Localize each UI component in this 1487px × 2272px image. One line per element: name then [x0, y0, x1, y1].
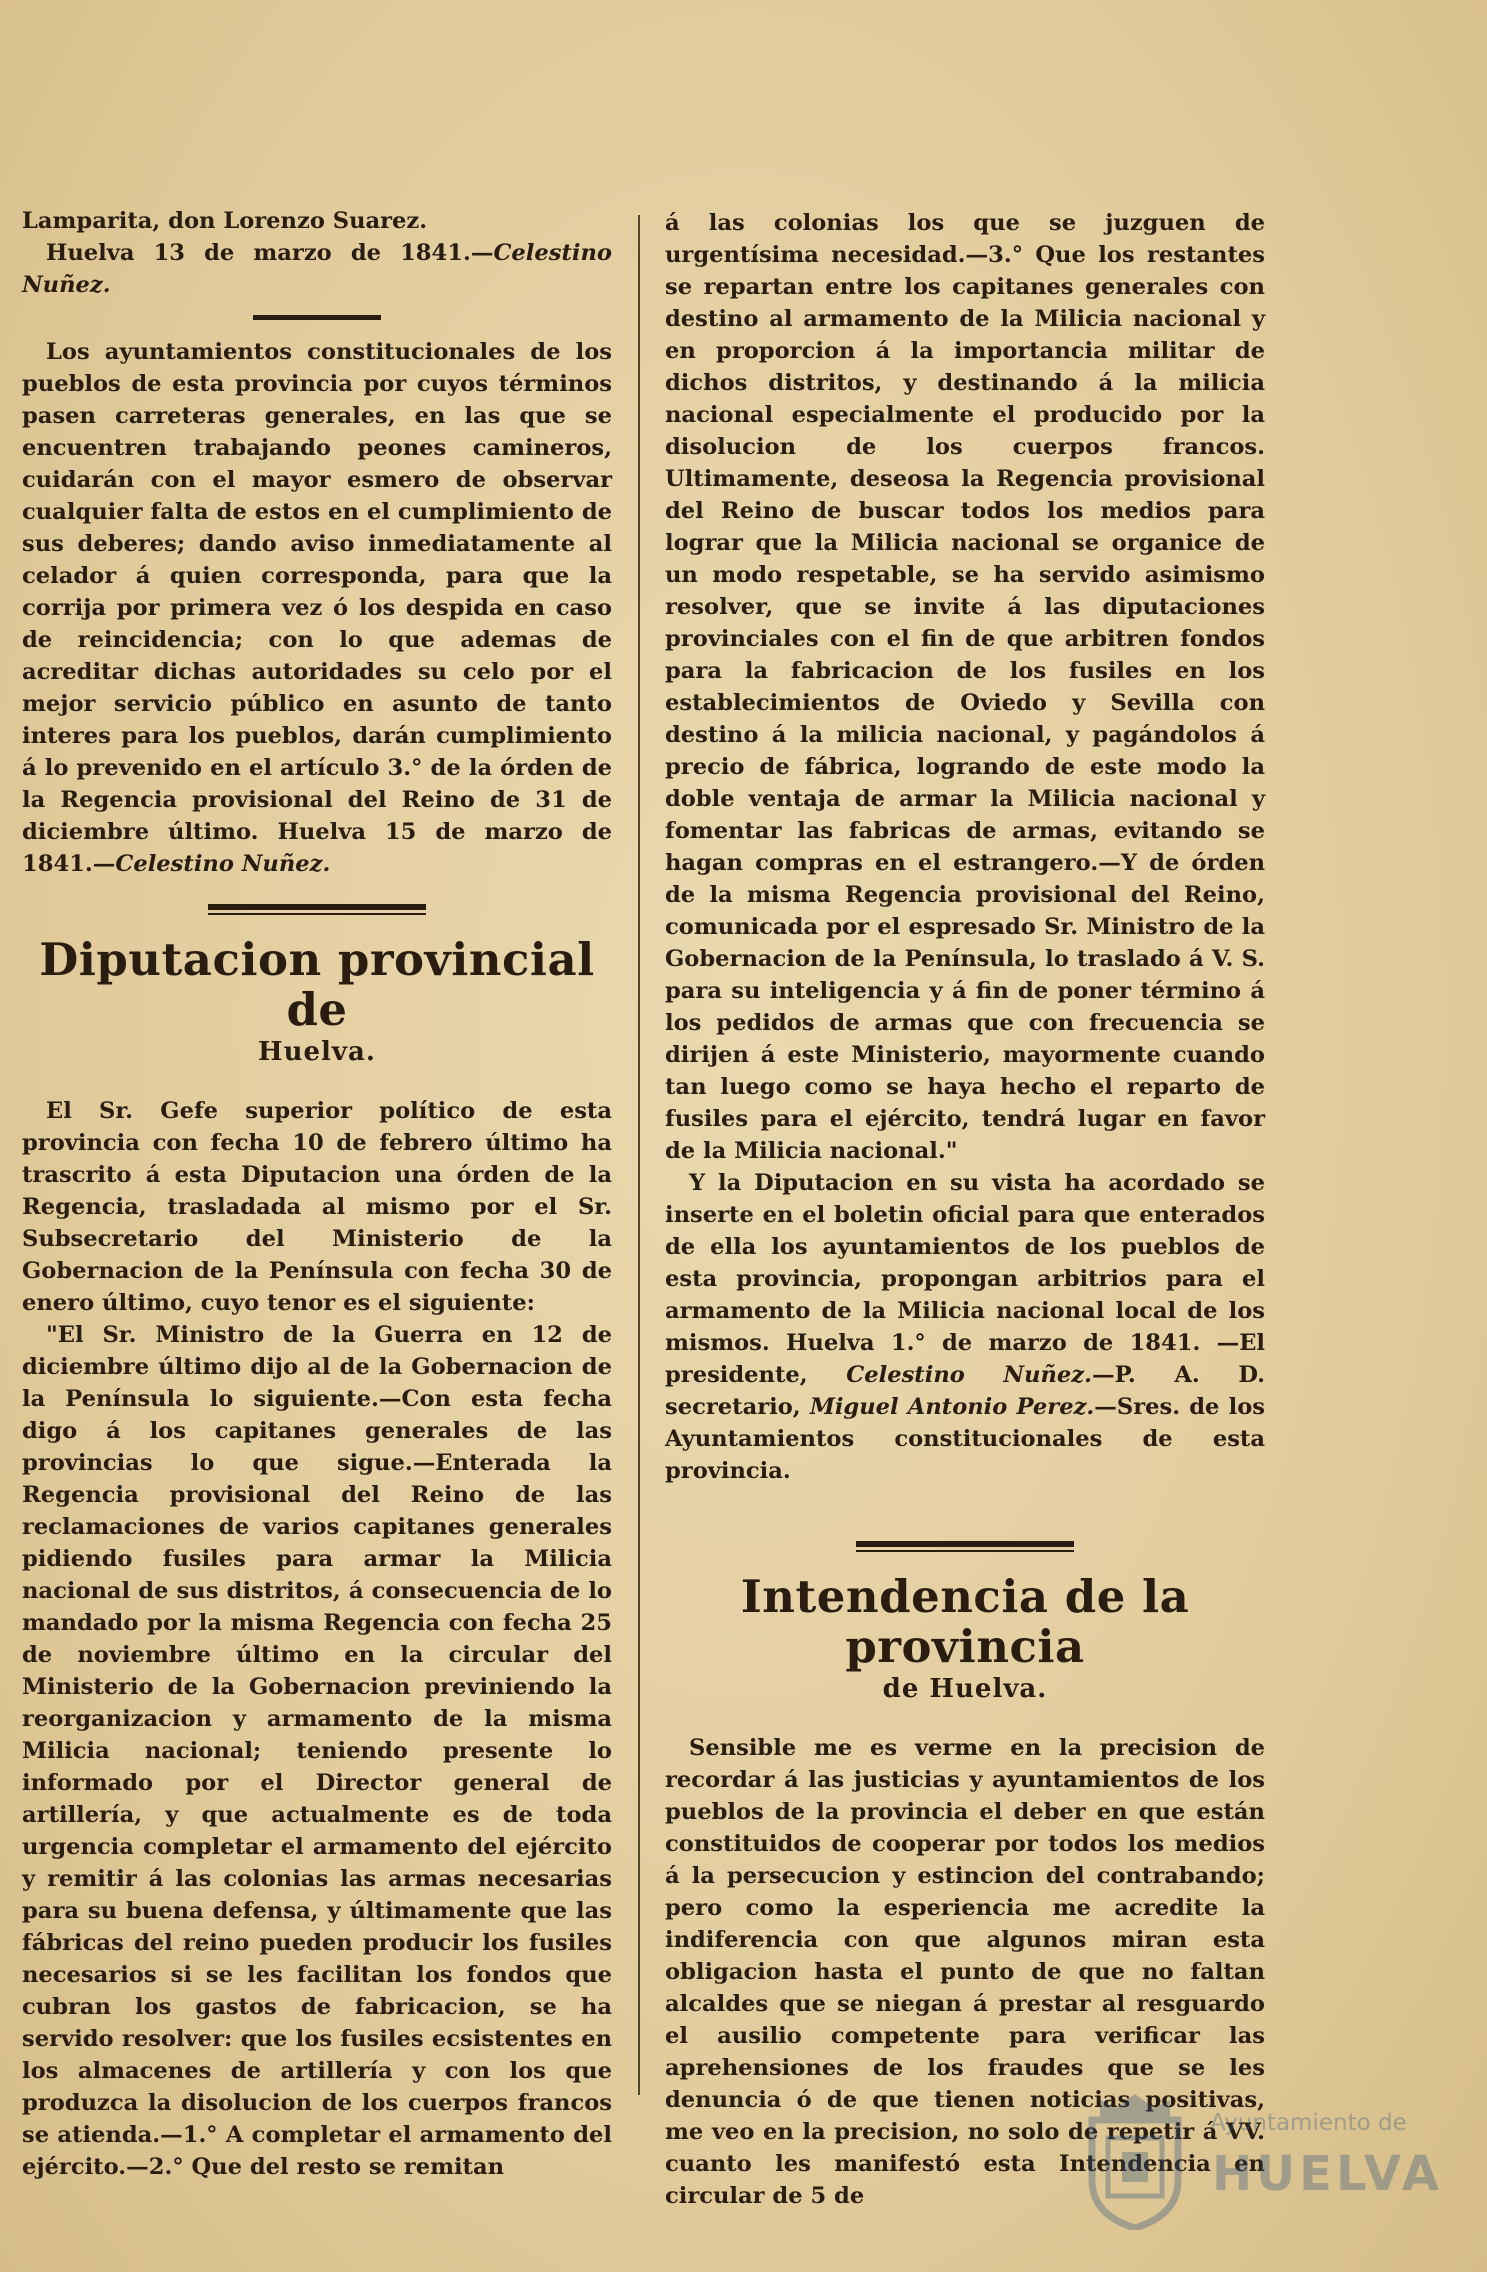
right-paragraph-2	[665, 1167, 1265, 1487]
right-paragraph-3: Sensible me es verme en la precision de recordar á las justicias y ayuntamientos de los pueblos de la provincia el deber en que están constituidos de cooperar por todos los medios á la persecucion y estincion del contrabando; pero como la esperiencia me acredite la indiferencia con que algunos miran esta obligacion hasta el punto de que no faltan alcaldes que se niegan á prestar al resguardo el ausilio competente para verificar las aprehensiones de los fraudes que se les denuncia ó de que tienen noticias positivas, me veo en la precision, no solo de repetir á VV. cuanto les manifestó esta Intendencia en circular de 5 de	[665, 1735, 1265, 2209]
right-resolution-end: —Sres. de los Ayuntamientos constitucionales de esta provincia.	[665, 1394, 1265, 1484]
right-paragraph-1: á las colonias los que se juzguen de urgentísima necesidad.—3.° Que los restantes se repartan entre los capitanes generales con destino al armamento de la Milicia nacional y en proporcion á la importancia militar de dichos distritos, y destinando á la milicia nacional especialmente el producido por la disolucion de los cuerpos francos. Ultimamente, deseosa la Regencia provisional del Reino de buscar todos los medios para lograr que la Milicia nacional se organice de un modo respetable, se ha servido asimismo resolver, que se invite á las diputaciones provinciales con el fin de que arbitren fondos para la fabricacion de los fusiles en los establecimientos de Oviedo y Sevilla con destino á la milicia nacional, y pagándolos á precio de fábrica, logrando de este modo la doble ventaja de armar la Milicia nacional y fomentar las fabricas de armas, evitando se hagan compras en el estrangero.—Y de órden de la misma Regencia provisional del Reino, comunicada por el espresado Sr. Ministro de la Gobernacion de la Península, lo traslado á V. S. para su inteligencia y á fin de poner término á los pedidos de armas que con frecuencia se dirijen á este Ministerio, mayormente cuando tan luego como se haya hecho el reparto de fusiles para el ejército, tendrá lugar en favor de la Milicia nacional."	[665, 210, 1265, 1164]
left-paragraph-4: El Sr. Gefe superior político de esta provincia con fecha 10 de febrero último ha trascrito á esta Diputacion una órden de la Regencia, trasladada al mismo por el Sr. Subsecretario del Ministerio de la Gobernacion de la Península con fecha 30 de enero último, cuyo tenor es el siguiente:	[22, 1098, 612, 1316]
left-notice-text: Los ayuntamientos constitucionales de los pueblos de esta provincia por cuyos términos pasen carreteras generales, en las que se encuentren trabajando peones camineros, cuidarán con el mayor esmero de observar cualquier falta de estos en el cumplimiento de sus deberes; dando aviso inmediatamente al celador á quien corresponda, para que la corrija por primera vez ó los despida en caso de reincidencia; con lo que ademas de acreditar dichas autoridades su celo por el mejor servicio público en asunto de tanto interes para los pueblos, darán cumplimiento á lo prevenido en el artículo 3.° de la órden de la Regencia provisional del Reino de 31 de diciembre último. Huelva 15 de marzo de 1841.—	[22, 339, 612, 877]
right-signature-president: Celestino Nuñez.	[846, 1362, 1093, 1388]
left-paragraph-5: "El Sr. Ministro de la Guerra en 12 de diciembre último dijo al de la Gobernacion de la Península lo siguiente.—Con esta fecha digo á los capitanes generales de las provincias lo que sigue.—Enterada la Regencia provisional del Reino de las reclamaciones de varios capitanes generales pidiendo fusiles para armar la Milicia nacional de sus distritos, á consecuencia de lo mandado por la misma Regencia con fecha 25 de noviembre último en la circular del Ministerio de la Gobernacion previniendo la reorganizacion y armamento de la misma Milicia nacional; teniendo presente lo informado por el Director general de artillería, y que actualmente es de toda urgencia completar el armamento del ejército y remitir á las colonias las armas necesarias para su buena defensa, y últimamente que las fábricas del reino pueden producir los fusiles necesarios si se les facilitan los fondos que cubran los gastos de fabricacion, se ha servido resolver: que los fusiles ecsistentes en los almacenes de artillería y con los que produzca la disolucion de los cuerpos francos se atienda.—1.° A completar el armamento del ejército.—2.° Que del resto se remitan	[22, 1322, 612, 2180]
section-heading-intendencia: Intendencia de la provincia	[740, 1570, 1190, 1673]
left-signature: Celestino Nuñez.	[22, 240, 612, 298]
left-notice-signature: Celestino Nuñez.	[115, 851, 331, 877]
right-resolution-mid: —P. A. D. secretario,	[665, 1362, 1265, 1420]
section-rule	[208, 904, 426, 915]
separator-rule	[253, 315, 381, 320]
left-paragraph-3	[22, 336, 612, 880]
column-divider	[638, 215, 640, 2095]
left-paragraph-1: Lamparita, don Lorenzo Suarez.	[22, 208, 428, 234]
watermark-logo	[1080, 2090, 1460, 2230]
section-rule-right	[856, 1541, 1074, 1552]
left-column	[22, 205, 612, 2183]
left-date-line: Huelva 13 de marzo de 1841.—	[46, 240, 494, 266]
section-subheading-de-huelva: de Huelva.	[882, 1674, 1048, 1704]
right-signature-secretary: Miguel Antonio Perez.	[809, 1394, 1095, 1420]
left-paragraph-2	[22, 237, 612, 301]
right-column	[665, 207, 1265, 2212]
huelva-crest-icon	[1080, 2090, 1190, 2230]
section-subheading-huelva: Huelva.	[258, 1037, 376, 1067]
watermark-line-2: HUELVA	[1212, 2146, 1443, 2202]
watermark-line-1: Ayuntamiento de	[1210, 2110, 1407, 2136]
section-heading-diputacion: Diputacion provincial de	[39, 933, 595, 1036]
right-resolution-text: Y la Diputacion en su vista ha acordado se inserte en el boletin oficial para que enterados de ella los ayuntamientos de los pueblos de esta provincia, propongan arbitrios para el armamento de la Milicia nacional local de los mismos. Huelva 1.° de marzo de 1841. —El presidente,	[665, 1170, 1265, 1388]
